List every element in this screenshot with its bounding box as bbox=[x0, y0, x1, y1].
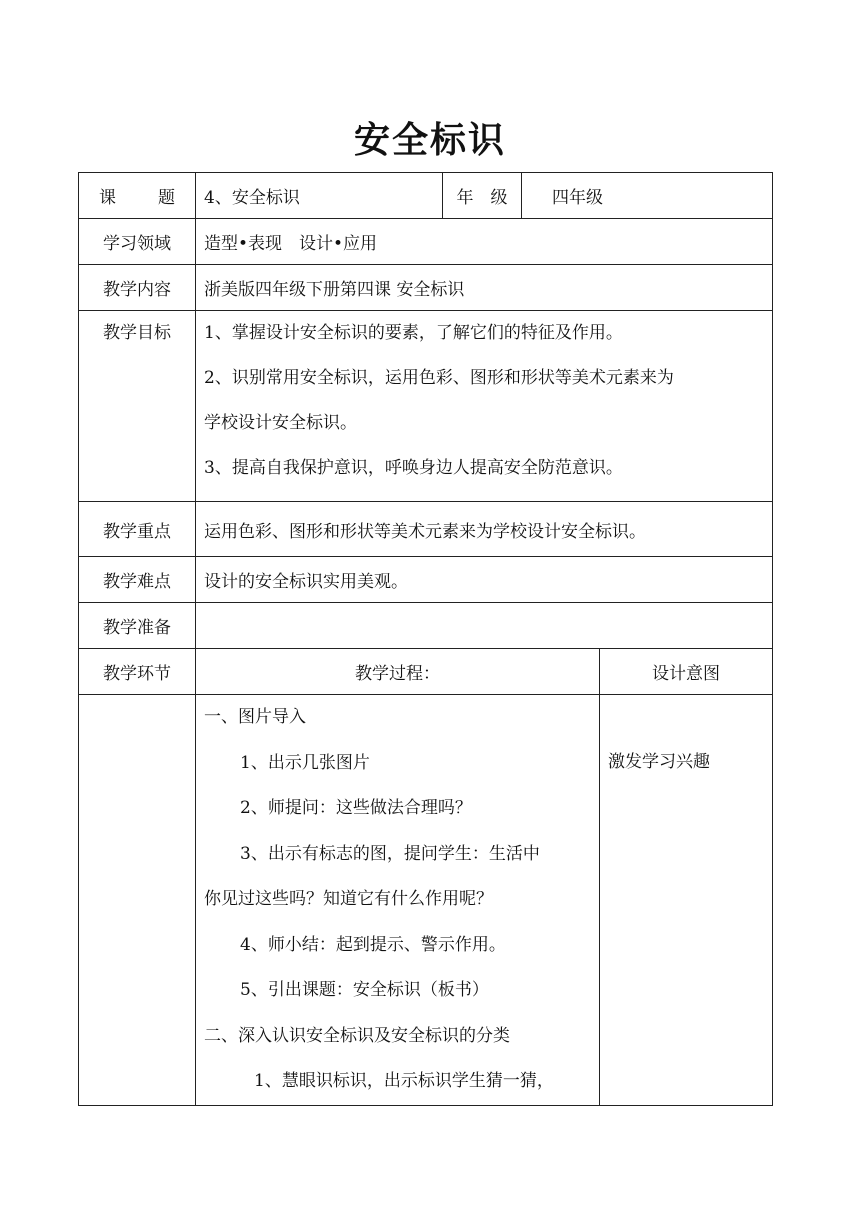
process-row bbox=[79, 695, 773, 1106]
goals-row bbox=[79, 311, 773, 502]
process-line: 2、师提问：这些做法合理吗？ bbox=[240, 798, 472, 818]
content-value: 浙美版四年级下册第四课 安全标识 bbox=[196, 265, 773, 311]
prep-label: 教学准备 bbox=[79, 603, 196, 649]
key-point-label: 教学重点 bbox=[79, 502, 196, 557]
key-point-value: 运用色彩、图形和形状等美术元素来为学校设计安全标识。 bbox=[196, 502, 773, 557]
process-line: 4、师小结：起到提示、警示作用。 bbox=[240, 934, 506, 955]
difficulty-label: 教学难点 bbox=[79, 557, 196, 603]
topic-value: 4、安全标识 bbox=[196, 173, 443, 219]
process-cell bbox=[196, 695, 600, 1106]
goal-line: 2、识别常用安全标识，运用色彩、图形和形状等美术元素来为 bbox=[204, 368, 674, 388]
prep-row bbox=[79, 603, 773, 649]
content-row bbox=[79, 265, 773, 311]
grade-label: 年 级 bbox=[443, 173, 522, 219]
document-title: 安全标识 bbox=[353, 119, 506, 161]
grade-value: 四年级 bbox=[522, 173, 773, 219]
goal-line: 学校设计安全标识。 bbox=[204, 413, 357, 433]
process-line: 二、深入认识安全标识及安全标识的分类 bbox=[204, 1025, 510, 1046]
field-row bbox=[79, 219, 773, 265]
goal-line: 3、提高自我保护意识，呼唤身边人提高安全防范意识。 bbox=[204, 458, 623, 478]
prep-value bbox=[196, 603, 773, 649]
process-line: 5、引出课题：安全标识（板书） bbox=[240, 980, 489, 1000]
process-header: 教学过程： bbox=[196, 649, 600, 695]
goal-line: 1、掌握设计安全标识的要素，了解它们的特征及作用。 bbox=[204, 323, 623, 343]
key-point-row bbox=[79, 502, 773, 557]
field-value: 造型•表现 设计•应用 bbox=[196, 219, 773, 265]
difficulty-row bbox=[79, 557, 773, 603]
process-line: 你见过这些吗？知道它有什么作用呢？ bbox=[204, 889, 493, 909]
difficulty-value: 设计的安全标识实用美观。 bbox=[196, 557, 773, 603]
field-label: 学习领域 bbox=[79, 219, 196, 265]
goals-label: 教学目标 bbox=[79, 311, 196, 502]
process-line: 1、慧眼识标识，出示标识学生猜一猜， bbox=[254, 1071, 554, 1091]
intent-header: 设计意图 bbox=[600, 649, 773, 695]
intent-cell: 激发学习兴趣 bbox=[600, 695, 773, 1106]
content-label: 教学内容 bbox=[79, 265, 196, 311]
process-header-row bbox=[79, 649, 773, 695]
goals-cell bbox=[196, 311, 773, 502]
process-line: 1、出示几张图片 bbox=[240, 752, 370, 773]
process-line: 3、出示有标志的图，提问学生：生活中 bbox=[240, 843, 540, 864]
stage-header: 教学环节 bbox=[79, 649, 196, 695]
lesson-plan-table bbox=[78, 172, 773, 1106]
topic-label: 课 题 bbox=[79, 173, 196, 219]
process-line: 一、图片导入 bbox=[204, 707, 306, 727]
stage-cell bbox=[79, 695, 196, 1106]
topic-row bbox=[79, 173, 773, 219]
